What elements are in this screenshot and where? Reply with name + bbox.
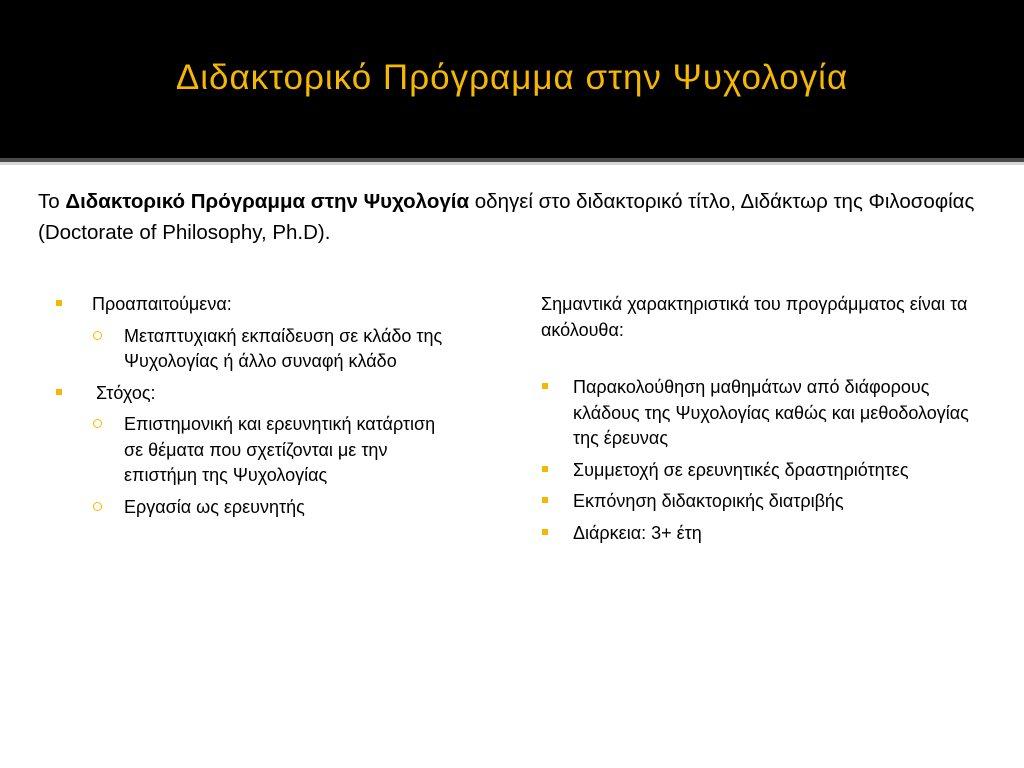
right-column <box>541 292 971 552</box>
divider-light <box>0 162 1024 165</box>
goal-label: Στόχος: <box>96 382 156 403</box>
circle-bullet-icon <box>93 502 102 511</box>
square-bullet-icon <box>542 383 548 389</box>
intro-bold: Διδακτορικό Πρόγραμμα στην Ψυχολογία <box>65 190 470 213</box>
square-bullet-icon <box>56 300 62 306</box>
list-item-goal-1 <box>56 412 456 489</box>
list-item-feature <box>541 521 971 547</box>
list-item-prerequisite <box>56 324 456 375</box>
intro-prefix: Το <box>38 190 66 213</box>
left-column <box>56 292 456 526</box>
list-item-goal-2 <box>56 495 456 521</box>
list-item-feature <box>541 489 971 515</box>
goal-text: Εργασία ως ερευνητής <box>124 496 305 517</box>
features-intro: Σημαντικά χαρακτηριστικά του προγράμματος είναι τα ακόλουθα: <box>541 294 968 340</box>
square-bullet-icon <box>542 466 548 472</box>
features-list <box>541 375 971 546</box>
list-item-feature <box>541 375 971 452</box>
prerequisites-label: Προαπαιτούμενα: <box>92 294 232 314</box>
feature-text: Διάρκεια: 3+ έτη <box>573 522 702 543</box>
list-item-feature <box>541 458 971 484</box>
list-item-prerequisites <box>56 292 456 318</box>
feature-text: Εκπόνηση διδακτορικής διατριβής <box>573 491 844 511</box>
feature-text: Συμμετοχή σε ερευνητικές δραστηριότητες <box>573 459 909 480</box>
intro-paragraph <box>38 186 998 248</box>
square-bullet-icon <box>542 497 548 503</box>
goal-text: Επιστημονική και ερευνητική κατάρτιση σε θέματα που σχετίζονται με την επιστήμη της Ψυχολογίας <box>124 414 436 485</box>
slide-title: Διδακτορικό Πρόγραμμα στην Ψυχολογία <box>175 58 849 97</box>
square-bullet-icon <box>542 529 548 535</box>
intro-suffix: οδηγεί στο διδακτορικό τίτλο, Διδάκτωρ της Φιλοσοφίας (Doctorate of Philosophy, Ph.D). <box>38 190 975 244</box>
circle-bullet-icon <box>93 331 102 340</box>
left-list <box>56 292 456 520</box>
prerequisite-text: Μεταπτυχιακή εκπαίδευση σε κλάδο της Ψυχολογίας ή άλλο συναφή κλάδο <box>124 325 443 371</box>
list-item-goal <box>56 381 456 407</box>
circle-bullet-icon <box>93 419 102 428</box>
title-bar <box>0 0 1024 158</box>
square-bullet-icon <box>56 389 62 395</box>
feature-text: Παρακολούθηση μαθημάτων από διάφορους κλάδους της Ψυχολογίας καθώς και μεθοδολογίας της έρευνας <box>573 377 969 448</box>
